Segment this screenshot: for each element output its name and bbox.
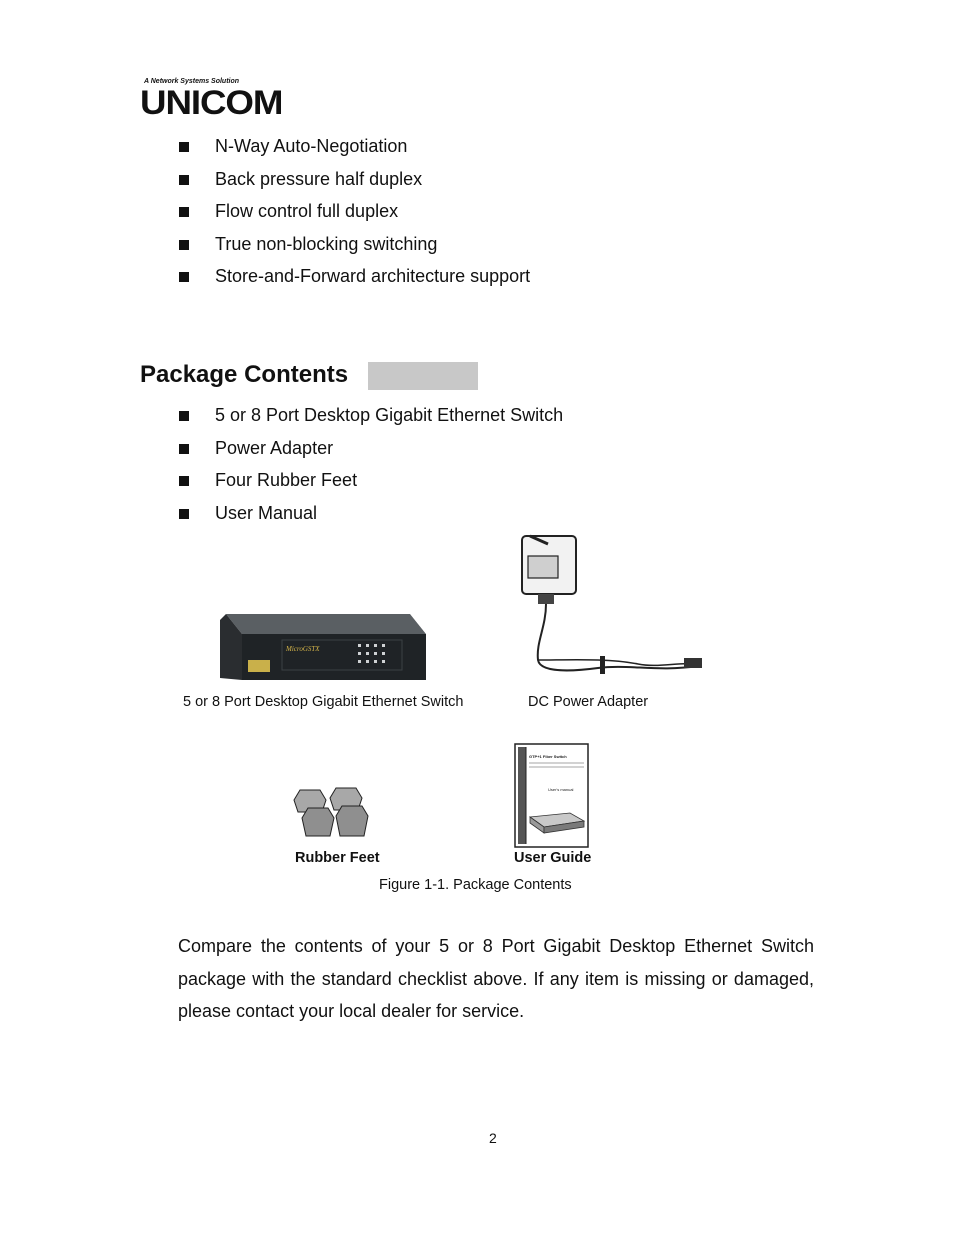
list-item: User Manual	[178, 497, 563, 530]
adapter-caption: DC Power Adapter	[528, 694, 649, 710]
ethernet-switch-image	[218, 610, 428, 682]
switch-caption: 5 or 8 Port Desktop Gigabit Ethernet Switch	[183, 694, 464, 710]
power-adapter-image	[508, 532, 708, 682]
section-heading: Package Contents	[140, 361, 349, 388]
bullet-square-icon	[179, 411, 189, 421]
unicom-logo	[140, 78, 290, 124]
bullet-square-icon	[179, 207, 189, 217]
list-item: Four Rubber Feet	[178, 464, 563, 497]
figure-caption: Figure 1-1. Package Contents	[379, 877, 572, 893]
manual-subtitle-text: User's manual	[548, 787, 574, 792]
user-guide-image	[514, 743, 590, 849]
heading-highlight-bar	[368, 362, 478, 390]
bullet-square-icon	[179, 272, 189, 282]
page-number: 2	[489, 1130, 497, 1146]
bullet-square-icon	[179, 509, 189, 519]
switch-brand-text: MicroGSTX	[286, 645, 320, 653]
list-item: N-Way Auto-Negotiation	[178, 130, 530, 163]
list-item: True non-blocking switching	[178, 228, 530, 261]
logo-tagline: A Network Systems Solution	[144, 78, 240, 85]
manual-title-text: GTP+1 Fiber Switch	[529, 754, 567, 759]
guide-caption: User Guide	[514, 850, 592, 866]
rubber-feet-image	[292, 786, 374, 842]
package-contents-list	[178, 399, 563, 529]
bullet-square-icon	[179, 240, 189, 250]
bullet-square-icon	[179, 142, 189, 152]
bullet-square-icon	[179, 444, 189, 454]
body-paragraph: Compare the contents of your 5 or 8 Port Gigabit Desktop Ethernet Switch package with the standard checklist above. If any item is missing or damaged, please contact your local dealer for service.	[178, 936, 814, 1021]
feet-caption: Rubber Feet	[295, 850, 380, 866]
logo-wordmark: UNICOM	[140, 84, 283, 122]
list-item: Store-and-Forward architecture support	[178, 260, 530, 293]
list-item: 5 or 8 Port Desktop Gigabit Ethernet Switch	[178, 399, 563, 432]
list-item: Power Adapter	[178, 432, 563, 465]
feature-list	[178, 130, 530, 293]
list-item: Back pressure half duplex	[178, 163, 530, 196]
list-item: Flow control full duplex	[178, 195, 530, 228]
bullet-square-icon	[179, 476, 189, 486]
bullet-square-icon	[179, 175, 189, 185]
